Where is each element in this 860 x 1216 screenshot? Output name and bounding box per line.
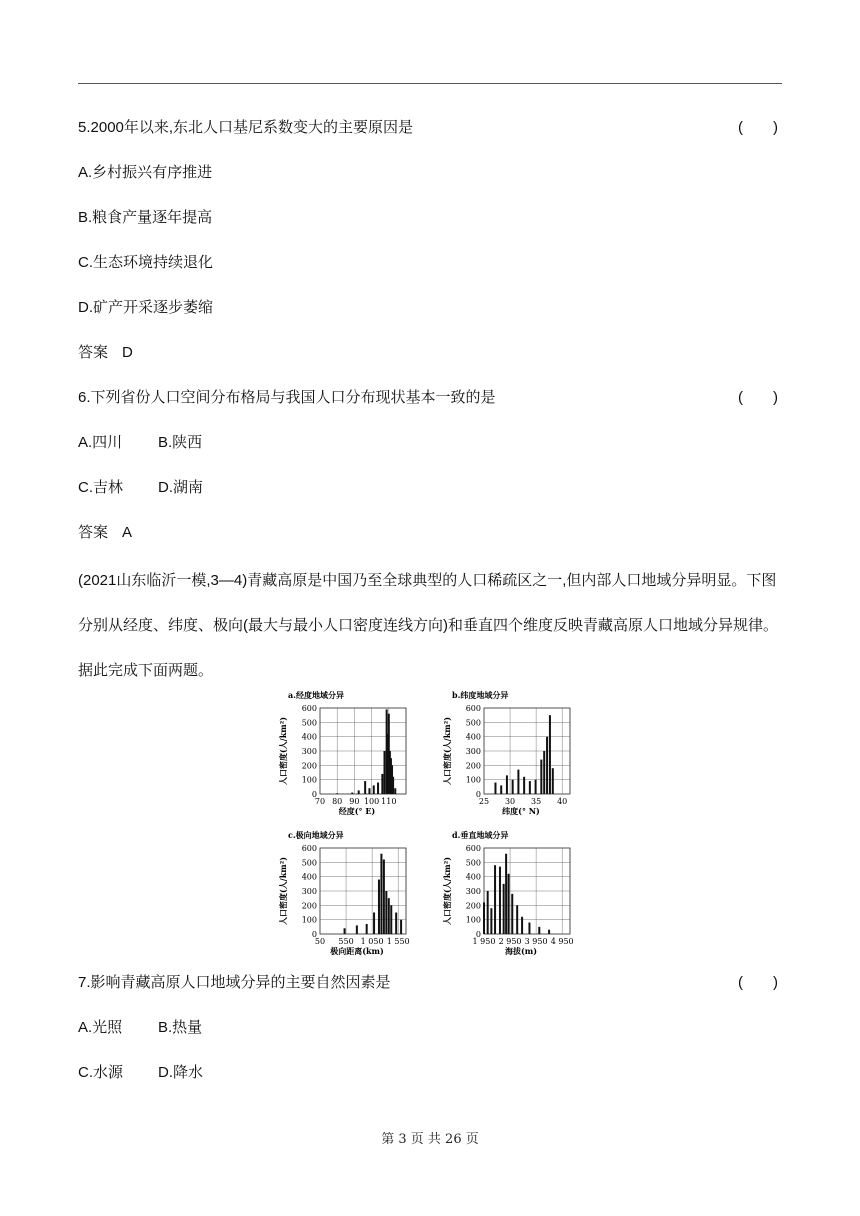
x-tick-label: 2 950 bbox=[498, 937, 522, 946]
x-tick-label: 40 bbox=[557, 797, 568, 806]
x-tick-label: 90 bbox=[349, 797, 360, 806]
data-bar bbox=[546, 737, 548, 794]
q5-answer-blank: ( ) bbox=[738, 119, 778, 136]
data-bar bbox=[494, 783, 496, 794]
data-bar bbox=[394, 788, 396, 794]
q7-option-b: B.热量 bbox=[158, 1019, 203, 1036]
y-axis-label: 人口密度(人/km²) bbox=[278, 856, 288, 926]
y-tick-label: 300 bbox=[301, 747, 317, 756]
x-tick-label: 1 950 bbox=[472, 937, 496, 946]
chart-title: b.纬度地域分异 bbox=[452, 690, 509, 700]
data-bar bbox=[508, 874, 510, 934]
y-tick-label: 600 bbox=[465, 704, 481, 713]
data-bar bbox=[381, 774, 383, 794]
data-bar bbox=[529, 781, 531, 794]
q5-answer bbox=[78, 343, 133, 363]
q7-option-d: D.降水 bbox=[158, 1064, 204, 1081]
q6-option-d: D.湖南 bbox=[158, 479, 204, 496]
data-bar bbox=[378, 880, 380, 934]
q6-answer-label: 答案 bbox=[78, 524, 109, 541]
q7-option-a: A.光照 bbox=[78, 1019, 123, 1036]
q5-option-b: B.粮食产量逐年提高 bbox=[78, 209, 213, 226]
data-bar bbox=[483, 902, 485, 934]
data-bar bbox=[358, 790, 360, 794]
q5-stem: 5.2000年以来,东北人口基尼系数变大的主要原因是 bbox=[78, 119, 414, 136]
q7-options-row-2 bbox=[78, 1063, 203, 1083]
y-tick-label: 0 bbox=[475, 930, 481, 939]
y-tick-label: 500 bbox=[465, 858, 481, 868]
header-rule bbox=[78, 83, 782, 84]
chart-title: c.极向地域分异 bbox=[288, 830, 344, 840]
y-tick-label: 0 bbox=[311, 930, 317, 939]
q6-options-row-1 bbox=[78, 433, 202, 453]
q6-answer bbox=[78, 523, 132, 543]
x-axis-label: 海拔(m) bbox=[504, 946, 538, 956]
x-axis-label: 极向距离(km) bbox=[330, 946, 384, 956]
data-bar bbox=[395, 913, 397, 935]
q5-option-c: C.生态环境持续退化 bbox=[78, 254, 214, 271]
data-bar bbox=[373, 913, 375, 935]
data-bar bbox=[512, 780, 514, 794]
data-bar bbox=[549, 715, 551, 794]
y-axis-label: 人口密度(人/km²) bbox=[278, 716, 288, 786]
y-tick-label: 500 bbox=[301, 858, 317, 868]
y-tick-label: 100 bbox=[465, 775, 481, 785]
data-bar bbox=[552, 768, 554, 794]
data-bar bbox=[385, 891, 387, 934]
x-tick-label: 3 950 bbox=[524, 937, 548, 946]
y-tick-label: 400 bbox=[301, 872, 317, 882]
data-bar bbox=[490, 908, 492, 934]
q7-option-c: C.水源 bbox=[78, 1064, 124, 1081]
data-bar bbox=[373, 785, 375, 794]
data-bar bbox=[344, 928, 346, 934]
x-tick-label: 35 bbox=[531, 797, 542, 806]
y-tick-label: 600 bbox=[465, 844, 481, 853]
y-tick-label: 0 bbox=[475, 790, 481, 799]
q7-stem: 7.影响青藏高原人口地域分异的主要自然因素是 bbox=[78, 974, 391, 991]
q5-option-a: A.乡村振兴有序推进 bbox=[78, 164, 213, 181]
data-bar bbox=[523, 777, 525, 794]
x-axis-label: 经度(° E) bbox=[338, 806, 376, 816]
x-tick-label: 550 bbox=[338, 937, 354, 946]
data-bar bbox=[517, 770, 519, 794]
y-tick-label: 200 bbox=[465, 761, 481, 771]
data-bar bbox=[356, 925, 358, 934]
x-tick-label: 110 bbox=[381, 797, 397, 806]
y-tick-label: 100 bbox=[465, 915, 481, 925]
x-tick-label: 25 bbox=[478, 797, 490, 806]
x-tick-label: 70 bbox=[314, 797, 326, 806]
q5-answer-value: D bbox=[122, 344, 133, 361]
q6-answer-value: A bbox=[122, 524, 133, 541]
passage-intro: (2021山东临沂一模,3—4)青藏高原是中国乃至全球典型的人口稀疏区之一,但内部人口地域分异明显。下图分别从经度、纬度、极向(最大与最小人口密度连线方向)和垂直四个维度反映青藏高原人口地域分异规律。据此完成下面两题。 bbox=[78, 572, 778, 679]
q7-options-row-1 bbox=[78, 1018, 202, 1038]
x-tick-label: 4 950 bbox=[550, 937, 574, 946]
data-bar bbox=[392, 777, 394, 794]
q5-option-d: D.矿产开采逐步萎缩 bbox=[78, 299, 214, 316]
y-axis-label: 人口密度(人/km²) bbox=[442, 716, 452, 786]
y-tick-label: 300 bbox=[465, 747, 481, 756]
data-bar bbox=[535, 780, 537, 794]
y-tick-label: 400 bbox=[301, 732, 317, 742]
x-tick-label: 1 550 bbox=[386, 937, 410, 946]
y-tick-label: 600 bbox=[301, 704, 317, 713]
x-tick-label: 50 bbox=[314, 937, 326, 946]
data-bar bbox=[336, 793, 338, 794]
data-bar bbox=[503, 884, 505, 934]
q6-options-row-2 bbox=[78, 478, 203, 498]
population-figure bbox=[280, 688, 590, 960]
q6-option-a: A.四川 bbox=[78, 434, 123, 451]
y-tick-label: 600 bbox=[301, 844, 317, 853]
data-bar bbox=[505, 854, 507, 934]
data-bar bbox=[543, 751, 545, 794]
data-bar bbox=[383, 859, 385, 934]
y-tick-label: 400 bbox=[465, 732, 481, 742]
data-bar bbox=[487, 891, 489, 934]
x-axis-label: 纬度(° N) bbox=[502, 806, 540, 816]
data-bar bbox=[351, 793, 353, 794]
y-tick-label: 500 bbox=[465, 718, 481, 728]
data-bar bbox=[538, 927, 540, 934]
data-bar bbox=[500, 785, 502, 794]
data-bar bbox=[521, 917, 523, 934]
chart-title: d.垂直地域分异 bbox=[452, 830, 509, 840]
data-bar bbox=[400, 920, 402, 934]
x-tick-label: 80 bbox=[332, 797, 343, 806]
y-tick-label: 0 bbox=[311, 790, 317, 799]
y-tick-label: 200 bbox=[301, 761, 317, 771]
data-bar bbox=[548, 930, 550, 934]
data-bar bbox=[494, 865, 496, 934]
data-bar bbox=[499, 867, 501, 934]
x-tick-label: 30 bbox=[504, 797, 516, 806]
x-tick-label: 1 050 bbox=[360, 937, 384, 946]
data-bar bbox=[511, 894, 513, 934]
q6-stem: 6.下列省份人口空间分布格局与我国人口分布现状基本一致的是 bbox=[78, 389, 496, 406]
y-tick-label: 200 bbox=[465, 901, 481, 911]
x-tick-label: 100 bbox=[363, 797, 380, 806]
y-tick-label: 100 bbox=[301, 915, 317, 925]
q6-answer-blank: ( ) bbox=[738, 389, 778, 406]
y-tick-label: 400 bbox=[465, 872, 481, 882]
data-bar bbox=[506, 775, 508, 794]
page-footer: 第 3 页 共 26 页 bbox=[381, 1132, 479, 1147]
y-tick-label: 500 bbox=[301, 718, 317, 728]
data-bar bbox=[377, 783, 379, 794]
data-bar bbox=[540, 760, 542, 794]
data-bar bbox=[528, 923, 530, 934]
data-bar bbox=[384, 751, 386, 794]
q6-option-c: C.吉林 bbox=[78, 479, 124, 496]
y-tick-label: 300 bbox=[301, 887, 317, 896]
chart-title: a.经度地域分异 bbox=[288, 690, 344, 700]
q5-answer-label: 答案 bbox=[78, 344, 109, 361]
data-bar bbox=[366, 924, 368, 934]
y-tick-label: 100 bbox=[301, 775, 317, 785]
data-bar bbox=[516, 905, 518, 934]
data-bar bbox=[388, 898, 390, 934]
y-tick-label: 300 bbox=[465, 887, 481, 896]
data-bar bbox=[368, 788, 370, 794]
data-bar bbox=[390, 905, 392, 934]
data-bar bbox=[380, 854, 382, 934]
y-tick-label: 200 bbox=[301, 901, 317, 911]
q6-option-b: B.陕西 bbox=[158, 434, 203, 451]
y-axis-label: 人口密度(人/km²) bbox=[442, 856, 452, 926]
population-charts bbox=[280, 688, 590, 960]
q7-answer-blank: ( ) bbox=[738, 974, 778, 991]
data-bar bbox=[364, 781, 366, 794]
